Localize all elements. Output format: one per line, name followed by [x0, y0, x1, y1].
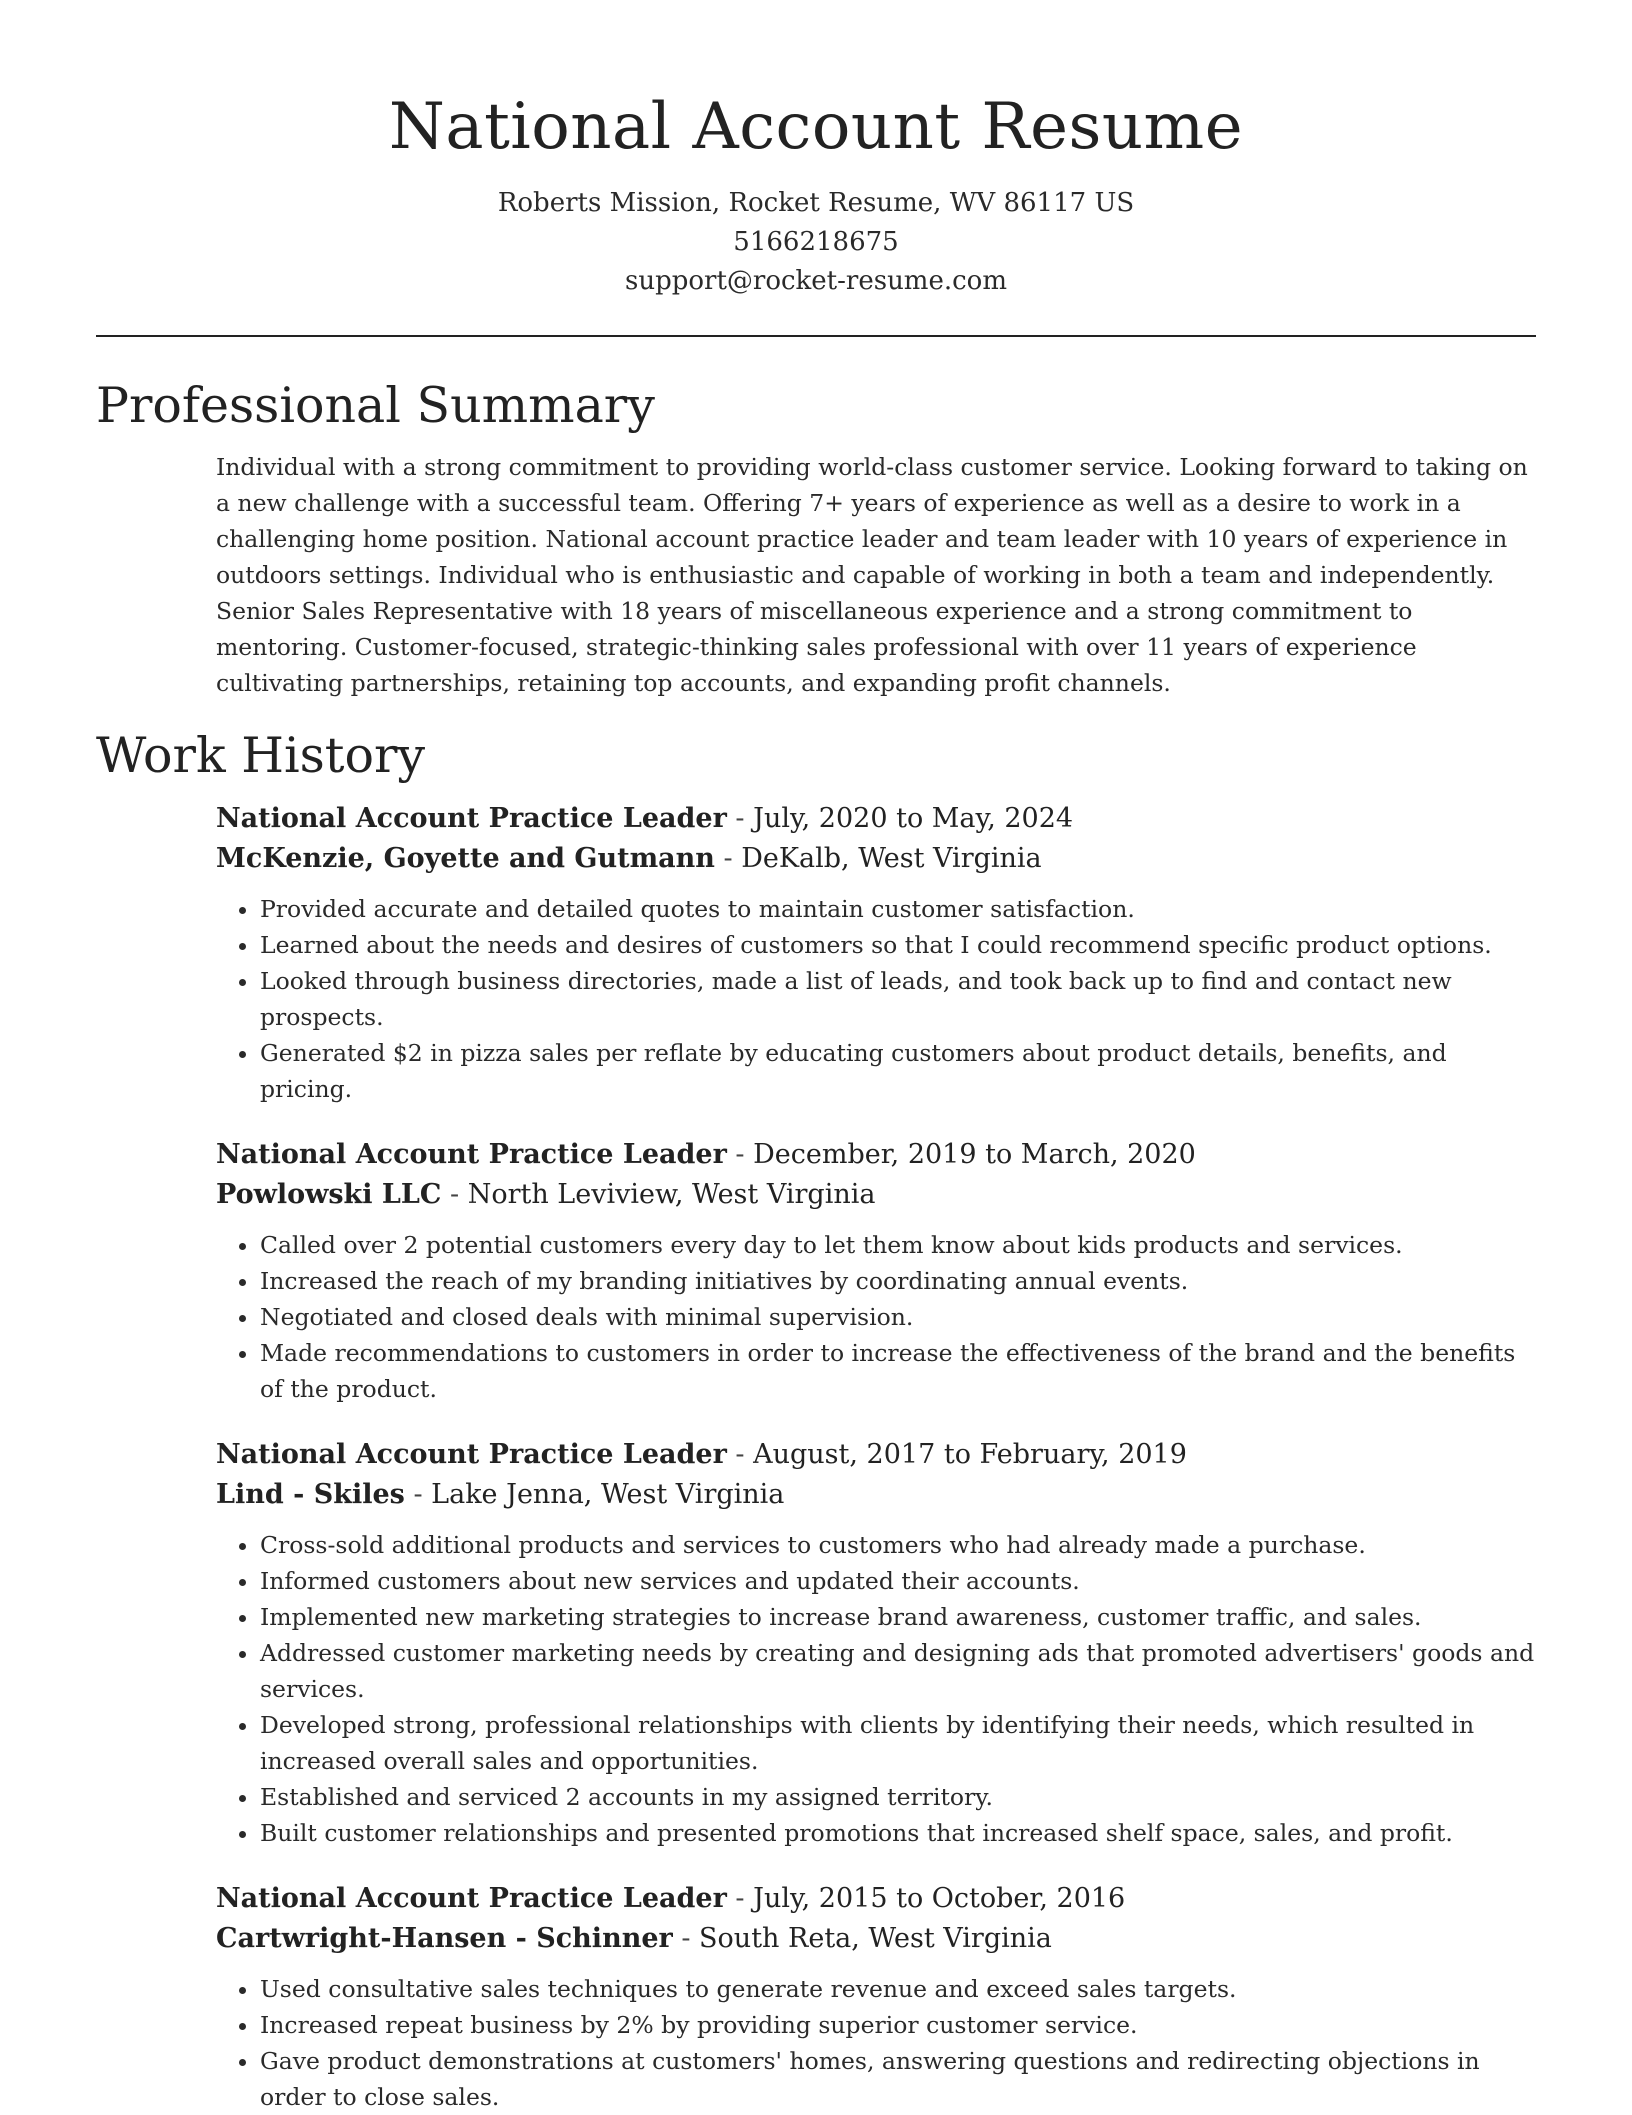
job-role: National Account Practice Leader	[216, 1139, 727, 1170]
job-dates: December, 2019 to March, 2020	[753, 1139, 1196, 1170]
job-role: National Account Practice Leader	[216, 803, 727, 834]
phone-text: 5166218675	[733, 227, 899, 257]
duty-item: • Cross-sold additional products and services to customers who had already made a purchase.	[260, 1527, 1536, 1563]
job-entry	[216, 1435, 1536, 1851]
duty-item: • Learned about the needs and desires of customers so that I could recommend specific product options.	[260, 927, 1536, 963]
job-entry	[216, 1135, 1536, 1407]
resume-page	[96, 0, 1536, 2115]
duty-item: • Looked through business directories, made a list of leads, and took back up to find and contact new prospects.	[260, 963, 1536, 1035]
job-title-line	[216, 1135, 1536, 1175]
separator: -	[735, 1139, 754, 1170]
separator: -	[735, 1883, 754, 1914]
duty-item: • Established and serviced 2 accounts in my assigned territory.	[260, 1779, 1536, 1815]
job-dates: July, 2020 to May, 2024	[753, 803, 1074, 834]
job-location: Lake Jenna, West Virginia	[431, 1479, 785, 1510]
job-location: North Leviview, West Virginia	[467, 1179, 876, 1210]
separator: -	[735, 803, 754, 834]
job-duties-list	[216, 1527, 1536, 1851]
duty-item: • Provided accurate and detailed quotes to maintain customer satisfaction.	[260, 891, 1536, 927]
duty-item: • Increased repeat business by 2% by providing superior customer service.	[260, 2007, 1536, 2043]
email-text: support@rocket-resume.com	[624, 266, 1007, 296]
duty-item: • Made recommendations to customers in order to increase the effectiveness of the brand and the benefits of the product.	[260, 1335, 1536, 1407]
job-dates: August, 2017 to February, 2019	[753, 1439, 1187, 1470]
header-divider	[96, 335, 1536, 337]
job-role: National Account Practice Leader	[216, 1883, 727, 1914]
duty-item: • Gave product demonstrations at customers' homes, answering questions and redirecting objections in order to close sales.	[260, 2043, 1536, 2115]
duty-item: • Increased the reach of my branding initiatives by coordinating annual events.	[260, 1263, 1536, 1299]
job-duties-list	[216, 1971, 1536, 2115]
resume-title: National Account Resume	[388, 90, 1244, 164]
job-title-line	[216, 1435, 1536, 1475]
work-history-heading: Work History	[96, 727, 426, 784]
duty-item: • Built customer relationships and presented promotions that increased shelf space, sales, and profit.	[260, 1815, 1536, 1851]
job-dates: July, 2015 to October, 2016	[753, 1883, 1126, 1914]
job-location: South Reta, West Virginia	[699, 1923, 1052, 1954]
job-duties-list	[216, 1227, 1536, 1407]
duty-item: • Informed customers about new services and updated their accounts.	[260, 1563, 1536, 1599]
duty-item: • Negotiated and closed deals with minimal supervision.	[260, 1299, 1536, 1335]
summary-heading: Professional Summary	[96, 377, 655, 434]
separator: -	[449, 1179, 468, 1210]
separator: -	[735, 1439, 754, 1470]
job-company: Powlowski LLC	[216, 1179, 442, 1210]
duty-item: • Used consultative sales techniques to generate revenue and exceed sales targets.	[260, 1971, 1536, 2007]
duty-item: • Developed strong, professional relationships with clients by identifying their needs, which resulted in increased overall sales and opportunities.	[260, 1707, 1536, 1779]
job-company-line	[216, 1919, 1536, 1959]
job-title-line	[216, 1879, 1536, 1919]
separator: -	[413, 1479, 432, 1510]
separator: -	[723, 843, 742, 874]
job-company: McKenzie, Goyette and Gutmann	[216, 843, 715, 874]
duty-item: • Addressed customer marketing needs by creating and designing ads that promoted advertisers' goods and services.	[260, 1635, 1536, 1707]
job-company-line	[216, 1475, 1536, 1515]
job-company: Lind - Skiles	[216, 1479, 405, 1510]
summary-section	[216, 449, 1536, 701]
duty-item: • Implemented new marketing strategies to increase brand awareness, customer traffic, and sales.	[260, 1599, 1536, 1635]
job-location: DeKalb, West Virginia	[741, 843, 1042, 874]
contact-info	[96, 184, 1536, 301]
job-role: National Account Practice Leader	[216, 1439, 727, 1470]
job-company: Cartwright-Hansen - Schinner	[216, 1923, 673, 1954]
duty-item: • Called over 2 potential customers every day to let them know about kids products and services.	[260, 1227, 1536, 1263]
summary-text: Individual with a strong commitment to providing world-class customer service. Looking forward to taking on a new challenge with a successful team. Offering 7+ years of experience as well as a desire to work in a challenging home position. National account practice leader and team leader with 10 years of experience in outdoors settings. Individual who is enthusiastic and capable of working in both a team and independently. Senior Sales Representative with 18 years of miscellaneous experience and a strong commitment to mentoring. Customer-focused, strategic-thinking sales professional with over 11 years of experience cultivating partnerships, retaining top accounts, and expanding profit channels.	[216, 453, 1528, 697]
job-company-line	[216, 839, 1536, 879]
job-duties-list	[216, 891, 1536, 1107]
job-entry	[216, 1879, 1536, 2115]
job-entry	[216, 799, 1536, 1107]
separator: -	[681, 1923, 700, 1954]
job-company-line	[216, 1175, 1536, 1215]
address-text: Roberts Mission, Rocket Resume, WV 86117 US	[497, 188, 1135, 218]
duty-item: • Generated $2 in pizza sales per reflate by educating customers about product details, benefits, and pricing.	[260, 1035, 1536, 1107]
work-history-section	[216, 799, 1536, 2115]
job-title-line	[216, 799, 1536, 839]
resume-header	[96, 0, 1536, 301]
